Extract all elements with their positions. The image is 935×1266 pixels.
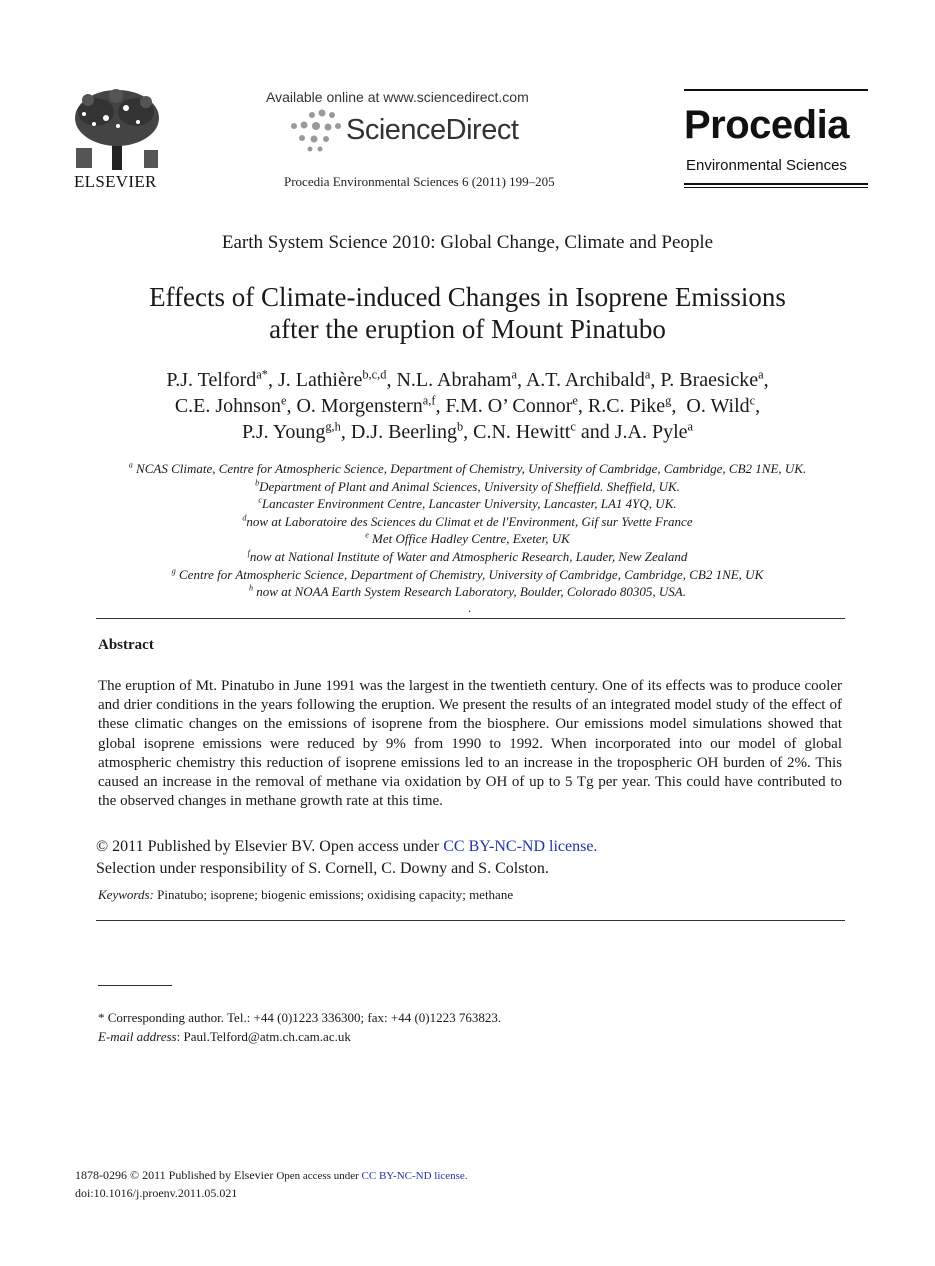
affiliation-text: Met Office Hadley Centre, Exeter, UK <box>368 531 570 547</box>
issn-line: 1878-0296 © 2011 Published by Elsevier Open access under CC BY-NC-ND license. <box>75 1168 468 1182</box>
author-name: D.J. Beerling <box>350 421 457 443</box>
author-name: C.N. Hewitt <box>473 421 571 443</box>
author-separator: , <box>386 369 397 391</box>
author-separator: , <box>650 369 661 391</box>
affiliation-item <box>0 548 935 566</box>
author-affiliation-mark: a <box>758 367 764 382</box>
author-separator: , <box>267 369 278 391</box>
keywords-label: Keywords: <box>98 887 154 902</box>
author-affiliation-mark: e <box>280 393 287 408</box>
author-separator: , <box>340 421 351 443</box>
available-online-text: Available online at www.sciencedirect.com <box>266 89 529 105</box>
affiliation-item <box>0 460 935 478</box>
procedia-subtitle: Environmental Sciences <box>686 157 847 174</box>
affiliation-item <box>0 530 935 548</box>
conference-name: Earth System Science 2010: Global Change, Climate and People <box>221 232 714 253</box>
author-separator: , <box>671 395 687 417</box>
footnote <box>98 1009 501 1046</box>
divider-bottom <box>96 920 845 921</box>
doi: doi:10.1016/j.proenv.2011.05.021 <box>75 1186 238 1200</box>
author-affiliation-mark: a <box>687 419 694 434</box>
procedia-name: Procedia <box>684 103 849 147</box>
affiliation-mark: h <box>249 583 254 593</box>
title-line-2: after the eruption of Mount Pinatubo <box>269 314 666 344</box>
footnote-rule <box>98 985 172 986</box>
author-affiliation-mark: b,c,d <box>362 367 387 382</box>
author-separator: and <box>575 421 615 443</box>
author-name: A.T. Archibald <box>525 369 645 391</box>
author-name: O. Morgenstern <box>296 395 423 417</box>
abstract-heading: Abstract <box>98 637 154 653</box>
author-affiliation-mark: c <box>570 419 576 434</box>
selection-line: Selection under responsibility of S. Cornell, C. Downy and S. Colston. <box>96 860 549 877</box>
author-name: C.E. Johnson <box>174 395 281 417</box>
affiliation-item <box>0 566 935 584</box>
author-name: N.L. Abraham <box>396 369 512 391</box>
author-line-1 <box>0 367 935 393</box>
affiliation-item <box>0 478 935 496</box>
author-separator: , <box>577 395 588 417</box>
affiliation-mark: f <box>247 548 250 558</box>
author-affiliation-mark: g <box>665 393 672 408</box>
affiliation-mark: b <box>255 478 260 488</box>
author-affiliation-mark: a <box>511 367 517 382</box>
author-affiliation-mark: a* <box>256 367 268 382</box>
author-separator: , <box>435 395 446 417</box>
author-separator: , <box>763 369 769 391</box>
affiliation-mark: a <box>128 460 133 470</box>
author-separator: , <box>516 369 526 391</box>
email-address[interactable]: : Paul.Telford@atm.ch.cam.ac.uk <box>176 1028 351 1044</box>
affiliation-list <box>0 460 935 601</box>
title-line-1: Effects of Climate-induced Changes in Isoprene Emissions <box>149 282 786 312</box>
affiliation-text: Department of Plant and Animal Sciences, University of Sheffield. Sheffield, UK. <box>259 478 680 494</box>
corresponding-author: * Corresponding author. Tel.: +44 (0)1223 336300; fax: +44 (0)1223 763823. <box>98 1010 502 1025</box>
copyright-line: © 2011 Published by Elsevier BV. Open access under CC BY-NC-ND license. <box>96 838 598 855</box>
author-affiliation-mark: e <box>572 393 578 408</box>
author-name: F.M. O’ Connor <box>445 395 573 417</box>
author-affiliation-mark: a <box>644 367 651 382</box>
author-list <box>0 367 935 445</box>
author-name: P.J. Telford <box>166 369 257 391</box>
stray-dot: . <box>468 600 472 615</box>
affiliation-mark: d <box>242 513 247 523</box>
affiliation-text: now at NOAA Earth System Research Laboratory, Boulder, Colorado 80305, USA. <box>253 584 686 600</box>
author-separator: , <box>755 395 761 417</box>
sciencedirect-wordmark: ScienceDirect <box>346 114 519 146</box>
author-name: R.C. Pike <box>587 395 666 417</box>
author-affiliation-mark: b <box>456 419 464 434</box>
footer-license-link[interactable]: CC BY-NC-ND license. <box>361 1170 468 1182</box>
affiliation-item <box>0 583 935 601</box>
affiliation-text: now at Laboratoire des Sciences du Climat et de l'Environment, Gif sur Yvette France <box>246 513 693 529</box>
author-line-3 <box>0 419 935 445</box>
affiliation-mark: g <box>171 566 176 576</box>
author-name: P.J. Young <box>241 421 326 443</box>
author-line-2 <box>0 393 935 419</box>
affiliation-mark: e <box>365 531 369 541</box>
license-link[interactable]: CC BY-NC-ND license. <box>443 838 598 855</box>
divider-top <box>96 618 845 619</box>
copyright-block <box>96 836 597 880</box>
author-name: P. Braesicke <box>660 369 759 391</box>
elsevier-wordmark: ELSEVIER <box>74 172 157 191</box>
affiliation-text: NCAS Climate, Centre for Atmospheric Science, Department of Chemistry, University of Cambridge, Cambridge, CB2 1NE, UK. <box>132 461 807 476</box>
abstract-text: The eruption of Mt. Pinatubo in June 1991 was the largest in the twentieth century. One of its effects was to produce cooler and drier conditions in the years following the eruption. We present the results of an integrated model study of the effect of these climatic changes on the emissions of isoprene from the biosphere. Our emissions model simulations showed that global isoprene emissions were reduced by 9% from 1990 to 1992. When incorporated into our model of global atmospheric chemistry this reduction of isoprene emissions led to an increase in the tropospheric OH burden of 2%. This caused an increase in the removal of methane via oxidation by OH of up to 5 Tg per year. This could have contributed to the observed changes in methane growth rate at this time. <box>98 678 842 810</box>
author-name: J. Lathière <box>277 369 363 391</box>
author-affiliation-mark: a,f <box>422 393 436 408</box>
author-separator: , <box>463 421 474 443</box>
author-affiliation-mark: g,h <box>325 419 341 434</box>
affiliation-text: Lancaster Environment Centre, Lancaster University, Lancaster, LA1 4YQ, UK. <box>261 496 677 512</box>
affiliation-mark: c <box>258 495 262 505</box>
journal-reference: Procedia Environmental Sciences 6 (2011) 199–205 <box>284 174 555 189</box>
keywords <box>98 887 513 903</box>
author-separator: , <box>286 395 297 417</box>
affiliation-item <box>0 495 935 513</box>
author-affiliation-mark: c <box>749 393 756 408</box>
keywords-text: Pinatubo; isoprene; biogenic emissions; oxidising capacity; methane <box>153 887 514 902</box>
paper-title <box>0 281 935 345</box>
procedia-logo <box>684 89 868 189</box>
affiliation-item <box>0 513 935 531</box>
affiliation-text: now at National Institute of Water and Atmospheric Research, Lauder, New Zealand <box>249 548 688 564</box>
author-name: O. Wild <box>686 395 750 417</box>
page-footer <box>75 1167 468 1202</box>
author-name: J.A. Pyle <box>614 421 688 443</box>
email-line: E-mail address: Paul.Telford@atm.ch.cam.ac.uk <box>98 1028 351 1044</box>
affiliation-text: Centre for Atmospheric Science, Department of Chemistry, University of Cambridge, Cambridge, CB2 1NE, UK <box>175 566 764 582</box>
